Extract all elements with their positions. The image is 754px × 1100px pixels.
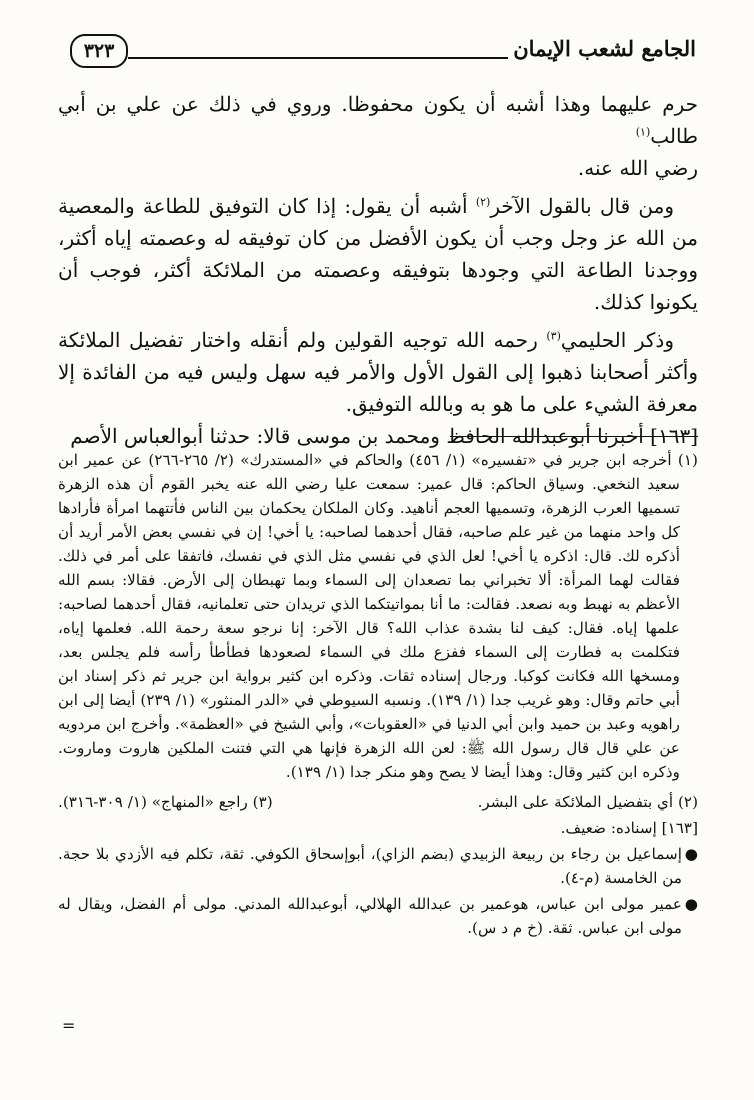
narrator-text: عمير مولى ابن عباس، هوعمير بن عبدالله الهلالي، أبوعبدالله المدني. مولى أم الفضل، ويقال له مولى ابن عباس. ثقة. (خ م د س). [58,895,682,937]
footnote-3: (٣) راجع «المنهاج» (١/ ٣٠٩-٣١٦). [58,793,273,811]
narrator-item [58,892,698,940]
paragraph-2-lead: ومن قال بالقول الآخر [490,194,674,218]
header-rule [128,57,508,59]
footnotes [58,448,698,942]
paragraph-3 [58,324,698,420]
hadith-163-chain: [١٦٣] أخبرنا أبوعبدالله الحافظ ومحمد بن موسى قالا: حدثنا أبوالعباس الأصم [70,424,698,448]
book-title: الجامع لشعب الإيمان [513,36,696,61]
narrator-item [58,842,698,890]
paragraph-2-text: أشبه أن يقول: إذا كان التوفيق للطاعة والمعصية من الله عز وجل وجب أن يكون الأفضل من كان توفيقه له وعصمته إياه أكثر، ووجدنا الطاعة التي وجودها بتوفيقه وعصمته من الملائكة أكثر، فوجب أن يكونوا كذلك. [58,194,698,314]
paragraph-2 [58,190,698,318]
running-header [70,30,696,74]
main-text [58,88,698,452]
footnote-1: (١) أخرجه ابن جرير في «تفسيره» (١/ ٤٥٦) والحاكم في «المستدرك» (٢/ ٢٦٥-٢٦٦) عن عمير ابن سعيد النخعي. وسياق الحاكم: قال عمير: سمعت عليا رضي الله عنه يخبر القوم أن هذه الزهرة تسميها العرب الزهرة، وتسميها العجم أناهيد. وكان الملكان يحكمان بين الناس فأتتهما امرأة فأرادها كل واحد منهما من غير علم صاحبه، فقال أحدهما لصاحبه: يا أخي! إن في نفسي بعض الأمر أريد أن أذكره لك. قال: اذكره يا أخي! لعل الذي في نفسي مثل الذي في نفسك، فاتفقا على أمر في ذلك. فقالت لهما المرأة: ألا تخبراني بما تصعدان إلى السماء وبما تهبطان إلى الأرض. فقالا: بسم الله الأعظم به نهبط وبه نصعد. فقالت: ما أنا بمواتيتكما الذي تريدان حتى تعلمانيه، فقال أحدهما لصاحبه: علمها إياه. فقال: كيف لنا بشدة عذاب الله؟ قال الآخر: إنا نرجو سعة رحمة الله. فعلمها إياه، فتكلمت به فطارت إلى السماء ففزع ملك في السماء لصعودها فطأطأ رأسه فلم يجلس بعد، ومسخها الله فكانت كوكبا. ورجال إسناده ثقات. وذكره ابن كثير برواية ابن جرير ثم ذكر إسناد ابن أبي حاتم وقال: وهو غريب جدا (١/ ١٣٩). ونسبه السيوطي في «الدر المنثور» (١/ ٢٣٩) أيضا إلى ابن راهويه وعبد بن حميد وابن أبي الدنيا في «العقوبات»، وأبي الشيخ في «العظمة». وأخرج ابن مردويه عن علي قال قال رسول الله ﷺ: لعن الله الزهرة فإنها هي التي فتنت الملكين هاروت وماروت. وذكره ابن كثير وقال: وهذا أيضا لا يصح وهو منكر جدا (١/ ١٣٩). [58,451,698,781]
paragraph-1 [58,88,698,152]
narrator-text: إسماعيل بن رجاء بن ربيعة الزبيدي (بضم الزاي)، أبوإسحاق الكوفي. ثقة، تكلم فيه الأزدي بلا حجة. من الخامسة (م-٤). [58,845,682,887]
footnote-marker-1: (١) [635,125,651,139]
bullet-icon: ● [684,845,698,863]
paragraph-3-text: رحمه الله توجيه القولين ولم أنقله واختار تفضيل الملائكة وأكثر أصحابنا ذهبوا إلى القول الأول والأمر فيه سهل وليس فيه من الفائدة إلا معرفة الشيء على ما هو به وبالله التوفيق. [58,328,698,416]
paragraph-3-lead: وذكر الحليمي [560,328,674,352]
footnote-marker-2: (٢) [475,195,491,209]
continuation-mark: = [62,1016,76,1035]
footnote-marker-3: (٣) [546,329,561,343]
paragraph-1-text: حرم عليهما وهذا أشبه أن يكون محفوظا. وروي في ذلك عن علي بن أبي طالب [58,92,698,148]
footnote-separator [450,436,698,437]
narrator-list [58,842,698,940]
paragraph-1-end: رضي الله عنه. [577,156,698,180]
isnad-heading: [١٦٣] إسناده: ضعيف. [560,819,698,837]
page-number: ٣٢٣ [70,34,128,68]
footnotes-2-3 [58,790,698,814]
bullet-icon: ● [684,895,698,913]
footnote-2: (٢) أي بتفضيل الملائكة على البشر. [477,793,698,811]
